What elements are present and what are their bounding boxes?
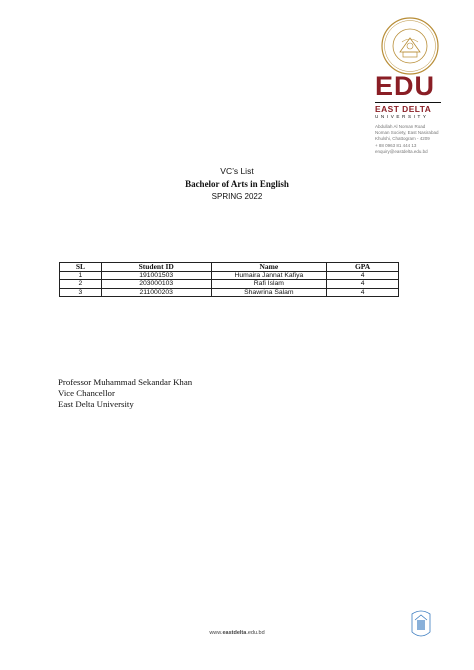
table-row <box>60 288 399 297</box>
address-line: Abdullah Al Noman Road <box>375 124 426 129</box>
list-title: VC’s List <box>220 166 254 176</box>
cell-gpa: 4 <box>327 288 399 297</box>
header-name: Name <box>211 263 327 272</box>
signatory-org: East Delta University <box>58 399 134 409</box>
signature-block <box>58 377 192 410</box>
address-line: Noman Society, East Nasirabad <box>375 130 439 136</box>
website-prefix: www. <box>209 630 223 636</box>
cell-sl: 1 <box>60 271 102 280</box>
footer-emblem-icon <box>410 610 432 640</box>
signatory-title: Vice Chancellor <box>58 388 115 398</box>
logo-university-text: UNIVERSITY <box>375 114 429 120</box>
address-block <box>375 124 465 155</box>
program-title: Bachelor of Arts in English <box>185 179 289 189</box>
cell-student-id: 191001503 <box>101 271 211 280</box>
cell-student-id: 211000203 <box>101 288 211 297</box>
logo-divider <box>375 102 441 103</box>
footer-website <box>0 630 474 636</box>
cell-gpa: 4 <box>327 271 399 280</box>
cell-student-id: 203000103 <box>101 280 211 289</box>
students-table <box>59 262 399 297</box>
cell-sl: 2 <box>60 280 102 289</box>
address-line: Khulshi, Chattogram - 4209 <box>375 136 430 142</box>
signatory-name: Professor Muhammad Sekandar Khan <box>58 377 193 387</box>
website-suffix: .edu.bd <box>246 630 265 636</box>
cell-sl: 3 <box>60 288 102 297</box>
university-logo <box>375 73 467 120</box>
email-line: enquiry@eastdelta.edu.bd <box>375 148 428 154</box>
semester-title: SPRING 2022 <box>211 192 263 201</box>
table-row <box>60 280 399 289</box>
cell-name: Rafi Islam <box>211 280 327 289</box>
cell-name: Humaira Jannat Kafiya <box>211 271 327 280</box>
website-domain: eastdelta <box>222 630 247 636</box>
phone-line: + 88 0963 81 444 13 <box>375 142 417 148</box>
cell-gpa: 4 <box>327 280 399 289</box>
header-sl: SL <box>60 263 102 272</box>
university-seal-icon <box>380 16 440 76</box>
logo-sub-text: EAST DELTA <box>375 104 432 115</box>
cell-name: Shawrina Salam <box>211 288 327 297</box>
table-header-row <box>60 263 399 272</box>
table-row <box>60 271 399 280</box>
header-student-id: Student ID <box>101 263 211 272</box>
document-titles <box>0 165 474 203</box>
logo-main-text: EDU <box>375 71 436 101</box>
header-gpa: GPA <box>327 263 399 272</box>
